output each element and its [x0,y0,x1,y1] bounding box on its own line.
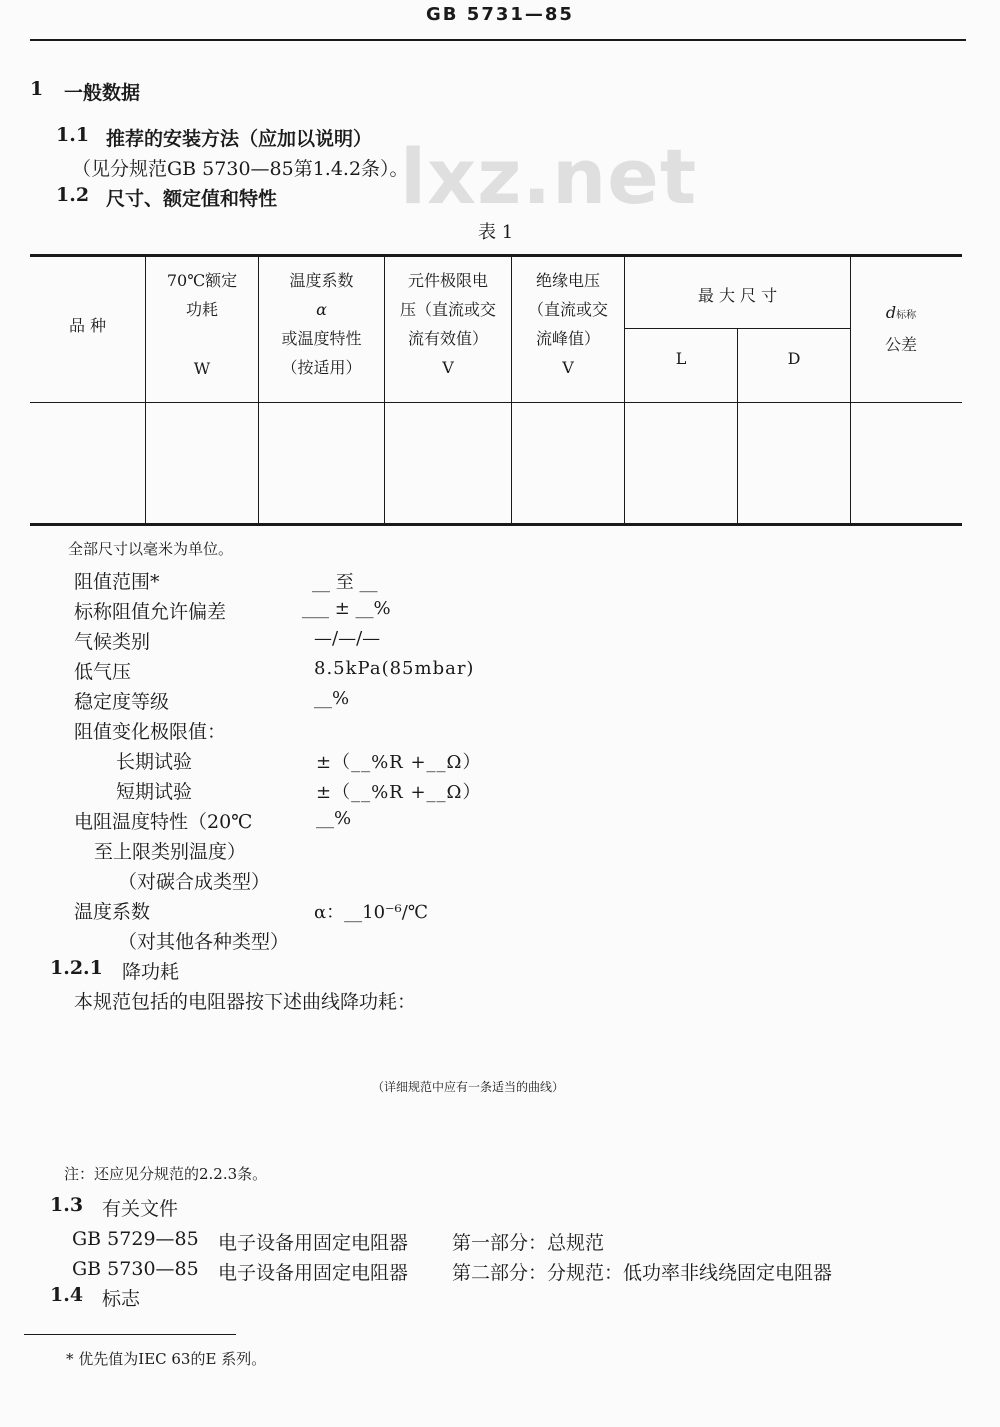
header-temp-coefficient [259,266,384,382]
spec-value: __ 至 __ [312,572,378,593]
watermark: lxz.net [400,132,698,221]
section-1-4-title: 标志 [102,1288,141,1310]
spec-label: 阻值范围* [74,571,160,593]
table-top-rule [30,254,962,257]
spec-value: __% [316,808,352,829]
header-lead-nominal: 标称 [896,310,917,321]
header-insulation-line: （直流或交 [527,300,608,319]
ratings-table [30,254,962,526]
header-variety: 品 种 [68,316,107,335]
header-limit-line: 元件极限电 [407,271,488,290]
header-max-size: 最 大 尺 寸 [697,286,778,305]
header-insulation-line: 绝缘电压 [535,271,600,290]
header-rated-power-line: 功耗 [185,300,218,319]
related-doc-part: 第一部分：总规范 [452,1232,605,1254]
header-limit-line: 压（直流或交 [399,300,496,319]
header-limit-unit: V [442,358,454,377]
header-limit-voltage [385,266,511,382]
footnote: * 优先值为IEC 63的E 系列。 [66,1350,267,1368]
document-header: GB 5731—85 [426,4,574,25]
header-insulation-line: 流峰值） [535,329,600,348]
spec-value: 8.5kPa(85mbar) [314,658,475,679]
curve-placeholder-note: （详细规范中应有一条适当的曲线） [372,1080,565,1094]
header-temp-line: （按适用） [281,358,362,377]
spec-label: 低气压 [74,661,132,683]
section-1-number: 1 [30,78,44,100]
spec-label: 短期试验 [116,781,193,803]
spec-label: 温度系数 [74,901,151,923]
header-lead-d: d [885,303,897,322]
spec-label: 标称阻值允许偏差 [74,601,227,623]
header-insulation-unit: V [562,358,574,377]
related-doc-name: 电子设备用固定电阻器 [218,1262,409,1284]
section-1-2-title: 尺寸、额定值和特性 [106,188,278,210]
section-1-3-title: 有关文件 [102,1198,179,1220]
table-header-rule [30,402,962,403]
table-caption: 表 1 [478,222,514,243]
header-length: L [675,349,687,368]
spec-value: ±（__%R +__Ω） [316,752,482,773]
spec-label: 稳定度等级 [74,691,170,713]
spec-value: —/—/— [314,628,381,649]
spec-label: 气候类别 [74,631,151,653]
header-rule [30,39,966,41]
header-temp-alpha: α [316,300,327,319]
spec-value: ±（__%R +__Ω） [316,782,482,803]
spec-label: 电阻温度特性（20℃ [74,811,253,833]
header-diameter: D [787,349,801,368]
header-rated-power [146,266,258,383]
header-lead-diameter [851,298,951,359]
section-1-2-1-number: 1.2.1 [50,957,103,979]
section-1-2-1-body: 本规范包括的电阻器按下述曲线降功耗： [74,991,417,1013]
header-temp-line: 或温度特性 [281,329,362,348]
section-1-4-number: 1.4 [50,1284,84,1306]
section-1-3-number: 1.3 [50,1194,84,1216]
footnote-rule [24,1334,236,1335]
table-bottom-rule [30,523,962,526]
spec-label: 长期试验 [116,751,193,773]
unit-note: 全部尺寸以毫米为单位。 [68,540,234,558]
table-col-divider [850,254,851,524]
header-limit-line: 流有效值） [407,329,488,348]
header-temp-line: 温度系数 [289,271,354,290]
header-lead-diameter-symbol [851,298,951,330]
section-1-2-1-note: 注：还应见分规范的2.2.3条。 [64,1165,268,1183]
header-insulation-voltage [512,266,624,382]
section-1-2-number: 1.2 [56,184,90,206]
spec-label: 阻值变化极限值： [74,721,227,743]
header-rated-power-line: 70℃额定 [166,271,238,290]
spec-value: α：__10⁻⁶/℃ [314,902,428,923]
section-1-title: 一般数据 [64,82,141,104]
spec-label: 至上限类别温度） [94,841,247,863]
related-doc-part: 第二部分：分规范：低功率非线绕固定电阻器 [452,1262,833,1284]
spec-label: （对碳合成类型） [118,871,271,893]
related-doc-code: GB 5730—85 [72,1258,199,1280]
section-1-2-1-title: 降功耗 [122,961,180,983]
section-1-1-number: 1.1 [56,124,90,146]
section-1-1-title: 推荐的安装方法（应加以说明） [106,128,373,150]
spec-label: （对其他各种类型） [118,931,290,953]
header-rated-power-unit: W [193,359,211,378]
related-doc-name: 电子设备用固定电阻器 [218,1232,409,1254]
header-tolerance: 公差 [884,335,917,354]
spec-value: ___ ± __% [302,598,391,619]
spec-value: __% [314,688,350,709]
section-1-1-note: （见分规范GB 5730—85第1.4.2条）。 [72,158,409,180]
related-doc-code: GB 5729—85 [72,1228,199,1250]
